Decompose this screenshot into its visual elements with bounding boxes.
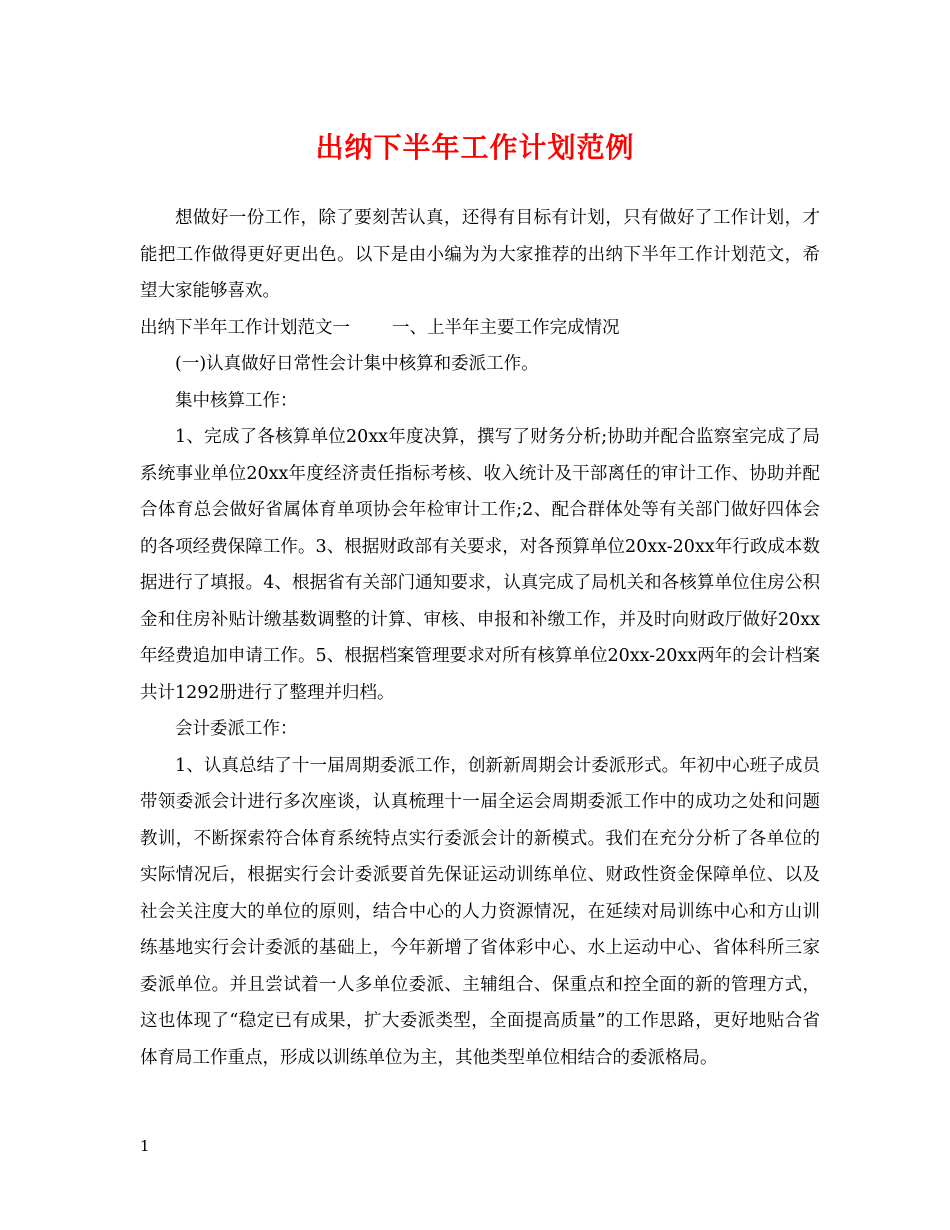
centralized-paragraph: 1、完成了各核算单位20xx年度决算，撰写了财务分析;协助并配合监察室完成了局系统事业单位20xx年度经济责任指标考核、收入统计及干部离任的审计工作、协助并配合体育总会做好省属体育单项协会年检审计工作;2、配合群体处等有关部门做好四体会的各项经费保障工作。3、根据财政部有关要求，对各预算单位20xx-20xx年行政成本数据进行了填报。4、根据省有关部门通知要求，认真完成了局机关和各核算单位住房公积金和住房补贴计缴基数调整的计算、审核、申报和补缴工作，并及时向财政厅做好20xx年经费追加申请工作。5、根据档案管理要求对所有核算单位20xx-20xx两年的会计档案共计1292册进行了整理并归档。 bbox=[140, 427, 820, 703]
document-body bbox=[140, 200, 820, 1076]
page-number: 1 bbox=[140, 1137, 150, 1155]
sample-title: 出纳下半年工作计划范文一 bbox=[140, 317, 350, 338]
delegation-paragraph: 1、认真总结了十一届周期委派工作，创新新周期会计委派形式。年初中心班子成员带领委派会计进行多次座谈，认真梳理十一届全运会周期委派工作中的成功之处和问题教训，不断探索符合体育系统特点实行委派会计的新模式。我们在充分分析了各单位的实际情况后，根据实行会计委派要首先保证运动训练单位、财政性资金保障单位、以及社会关注度大的单位的原则，结合中心的人力资源情况，在延续对局训练中心和方山训练基地实行会计委派的基础上，今年新增了省体彩中心、水上运动中心、省体科所三家委派单位。并且尝试着一人多单位委派、主辅组合、保重点和控全面的新的管理方式，这也体现了“稳定已有成果，扩大委派类型，全面提高质量”的工作思路，更好地贴合省体育局工作重点，形成以训练单位为主，其他类型单位相结合的委派格局。 bbox=[140, 755, 820, 1068]
heading-gap bbox=[350, 310, 392, 347]
delegation-heading: 会计委派工作： bbox=[175, 719, 298, 739]
centralized-heading: 集中核算工作： bbox=[175, 390, 298, 411]
section-one-heading: 一、上半年主要工作完成情况 bbox=[392, 317, 620, 338]
sample-heading-line bbox=[140, 310, 820, 347]
subsection-one-heading: (一)认真做好日常性会计集中核算和委派工作。 bbox=[175, 354, 539, 374]
intro-paragraph: 想做好一份工作，除了要刻苦认真，还得有目标有计划，只有做好了工作计划，才能把工作做得更好更出色。以下是由小编为为大家推荐的出纳下半年工作计划范文，希望大家能够喜欢。 bbox=[140, 208, 820, 301]
document-title: 出纳下半年工作计划范例 bbox=[315, 131, 635, 164]
